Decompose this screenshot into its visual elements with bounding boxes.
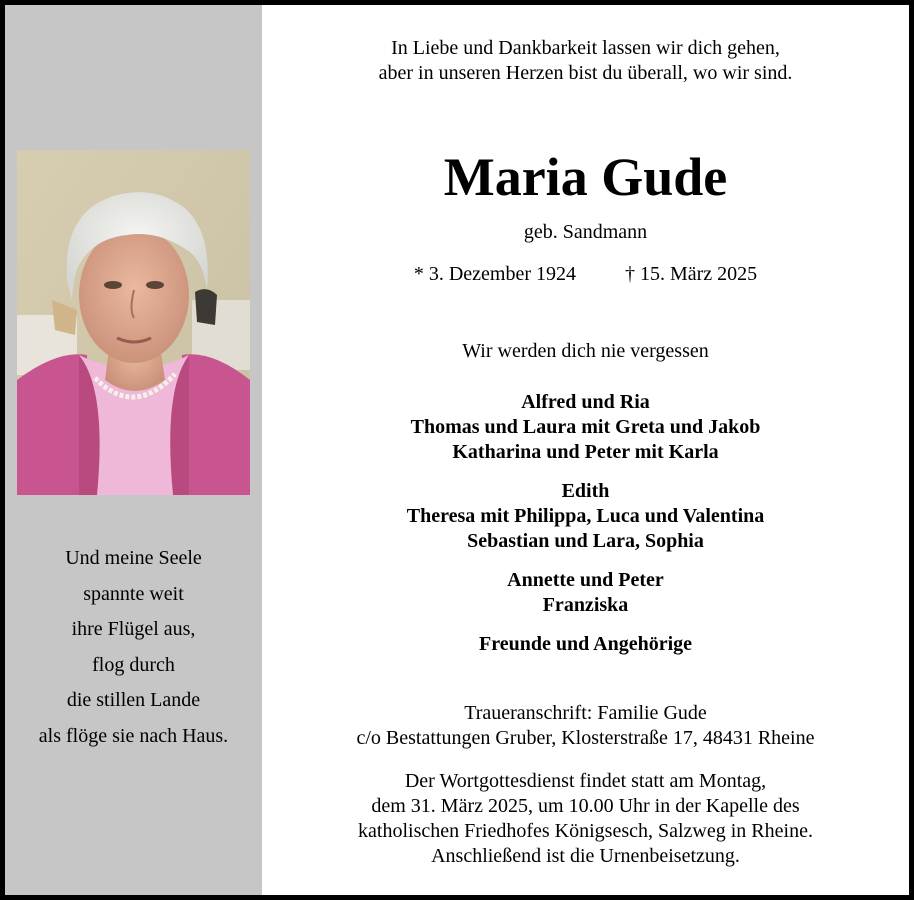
poem-line: ihre Flügel aus, xyxy=(71,618,196,640)
life-dates xyxy=(262,262,909,286)
sidebar xyxy=(5,5,262,895)
mourning-address xyxy=(262,701,909,751)
address-line: Traueranschrift: Familie Gude xyxy=(464,702,707,724)
poem-line: Und meine Seele xyxy=(65,547,202,569)
mourner-line: Katharina und Peter mit Karla xyxy=(452,441,719,463)
mourner-line: Edith xyxy=(561,480,610,502)
mourner-line: Freunde und Angehörige xyxy=(479,633,692,655)
service-line: Der Wortgottesdienst findet statt am Montag, xyxy=(404,770,767,792)
family-group xyxy=(262,390,909,465)
mourner-line: Franziska xyxy=(542,594,629,616)
motto-line: aber in unseren Herzen bist du überall, wo wir sind. xyxy=(378,62,793,84)
poem-line: die stillen Lande xyxy=(66,689,201,711)
service-line: katholischen Friedhofes Königsesch, Salzweg in Rheine. xyxy=(358,820,813,842)
service-line: Anschließend ist die Urnenbeisetzung. xyxy=(431,845,740,867)
birth-date: * 3. Dezember 1924 xyxy=(413,263,576,285)
farewell-line: Wir werden dich nie vergessen xyxy=(462,340,709,362)
mourner-line: Thomas und Laura mit Greta und Jakob xyxy=(410,416,761,438)
birth-name: geb. Sandmann xyxy=(523,221,648,243)
poem xyxy=(5,541,262,754)
mourner-line: Annette und Peter xyxy=(507,569,664,591)
mourner-line: Sebastian und Lara, Sophia xyxy=(467,530,704,552)
death-date: † 15. März 2025 xyxy=(624,263,758,285)
motto-line: In Liebe und Dankbarkeit lassen wir dich gehen, xyxy=(391,37,780,59)
service-info xyxy=(262,769,909,869)
mourners-list xyxy=(262,390,909,671)
mourner-line: Theresa mit Philippa, Luca und Valentina xyxy=(406,505,765,527)
portrait-photo xyxy=(17,150,250,495)
motto xyxy=(262,36,909,86)
address-line: c/o Bestattungen Gruber, Klosterstraße 17, 48431 Rheine xyxy=(356,727,815,749)
poem-line: spannte weit xyxy=(83,582,184,605)
family-group xyxy=(262,632,909,657)
family-group xyxy=(262,479,909,554)
mourner-line: Alfred und Ria xyxy=(521,391,650,413)
poem-line: als flöge sie nach Haus. xyxy=(38,724,229,747)
service-line: dem 31. März 2025, um 10.00 Uhr in der Kapelle des xyxy=(371,795,800,817)
poem-line: flog durch xyxy=(92,653,175,676)
main-column xyxy=(262,5,909,895)
family-group xyxy=(262,568,909,618)
deceased-name: Maria Gude xyxy=(443,147,728,207)
